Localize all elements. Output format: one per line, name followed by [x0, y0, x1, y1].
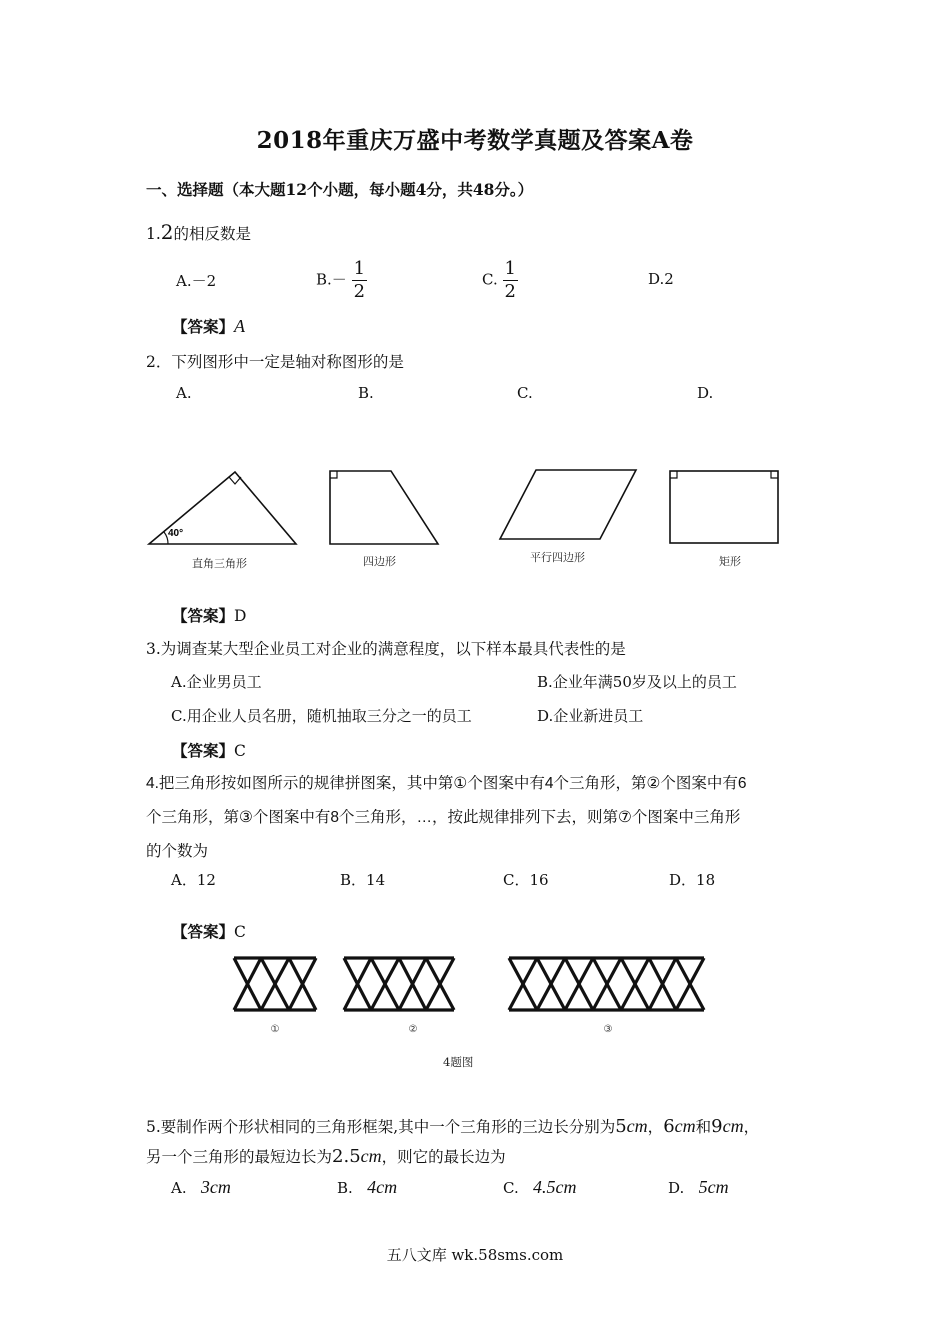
q1-option-b-label: B.－: [316, 270, 347, 289]
q3-option-b: B.企业年满50岁及以上的员工: [537, 673, 737, 691]
q4-triangle-pattern-figure: [225, 950, 725, 1050]
q2-answer: [172, 604, 246, 626]
q4-option-a: A．12: [171, 871, 216, 889]
caption-quadrilateral: 四边形: [363, 555, 396, 568]
q4-answer: [172, 920, 246, 942]
q1-stem-text: 的相反数是: [173, 225, 252, 243]
q1-stem-value: 2: [160, 220, 174, 244]
q5-stem-line-2: [146, 1145, 506, 1167]
q1-option-c: [482, 258, 518, 303]
q1-answer: [172, 315, 245, 337]
q5-option-d-value: 5: [698, 1177, 708, 1197]
q4-option-c: C．16: [503, 871, 549, 889]
angle-label: 40°: [168, 528, 184, 539]
q4-figure-caption: 4题图: [443, 1055, 474, 1069]
pattern-1-label: ①: [270, 1024, 280, 1035]
rectangle-shape: [670, 471, 778, 543]
q1-option-b-numerator: 1: [353, 258, 366, 279]
pattern-3-label: ③: [603, 1024, 613, 1035]
right-triangle-shape: [149, 472, 296, 544]
q5-text-b: 另一个三角形的最短边长为: [146, 1148, 333, 1166]
pattern-2-label: ②: [408, 1024, 418, 1035]
q5-option-b-label: B.: [337, 1179, 353, 1197]
q1-answer-label: 【答案】: [172, 317, 235, 336]
q2-option-c: C.: [517, 384, 533, 402]
q3-option-c: C.用企业人员名册，随机抽取三分之一的员工: [171, 707, 472, 725]
page-footer: 五八文库 wk.58sms.com: [386, 1246, 564, 1264]
q5-length-1: 5: [615, 1116, 627, 1137]
q1-number: 1.: [146, 225, 161, 243]
q3-answer-value: C: [234, 742, 246, 760]
q5-sep-2: 和: [695, 1118, 712, 1136]
q5-sep-1: ，: [647, 1118, 664, 1136]
pattern-2: [344, 958, 454, 1010]
q2-answer-label: 【答案】: [172, 606, 235, 625]
q5-text-c: ，则它的最长边为: [381, 1148, 506, 1166]
q5-sep-3: ，: [743, 1118, 760, 1136]
q4-option-b: B．14: [340, 871, 386, 889]
q5-length-2: 6: [663, 1116, 675, 1137]
q5-option-c-value: 4.5: [533, 1177, 556, 1197]
parallelogram-shape: [500, 470, 636, 539]
q4-stem-line-2: 个三角形，第③个图案中有8个三角形，…，按此规律排列下去，则第⑦个图案中三角形: [146, 809, 741, 826]
page-title: 2018年重庆万盛中考数学真题及答案A卷: [256, 127, 694, 154]
q4-answer-label: 【答案】: [172, 922, 235, 941]
q1-option-b-denominator: 2: [353, 281, 366, 302]
q5-option-a-label: A.: [171, 1179, 187, 1197]
q5-option-b-unit: cm: [376, 1177, 398, 1197]
q4-stem-line-1: 4.把三角形按如图所示的规律拼图案，其中第①个图案中有4个三角形，第②个图案中有6: [146, 775, 747, 792]
q1-option-b: [316, 258, 367, 303]
q5-option-d-unit: cm: [707, 1177, 729, 1197]
q5-length-3: 9: [711, 1116, 723, 1137]
q5-length-4: 2.5: [332, 1146, 361, 1167]
q5-option-a: [171, 1177, 231, 1198]
pattern-1: [234, 958, 316, 1010]
q5-option-c-label: C.: [503, 1179, 519, 1197]
q5-option-d-label: D.: [668, 1179, 685, 1197]
q1-option-a: A.－2: [176, 272, 217, 290]
q5-unit-4: cm: [360, 1146, 382, 1166]
q5-option-a-value: 3: [200, 1177, 210, 1197]
q1-option-c-fraction: [503, 258, 518, 303]
q5-option-c: [503, 1177, 577, 1198]
q2-stem: 2．下列图形中一定是轴对称图形的是: [146, 353, 404, 371]
q5-unit-3: cm: [722, 1116, 744, 1136]
q5-stem-line-1: [146, 1115, 759, 1137]
q3-answer-label: 【答案】: [172, 741, 235, 760]
quadrilateral-shape: [330, 471, 438, 544]
caption-rectangle: 矩形: [719, 555, 741, 568]
q2-option-b: B.: [358, 384, 374, 402]
q4-stem-line-3: 的个数为: [146, 843, 209, 860]
q1-answer-value: A: [234, 316, 246, 336]
q5-option-c-unit: cm: [555, 1177, 577, 1197]
q5-unit-1: cm: [626, 1116, 648, 1136]
q2-option-d: D.: [697, 384, 714, 402]
pattern-3: [509, 958, 704, 1010]
q1-option-c-denominator: 2: [504, 281, 516, 302]
q4-option-d: D．18: [669, 871, 716, 889]
q2-answer-value: D: [234, 607, 247, 625]
caption-parallelogram: 平行四边形: [530, 551, 585, 564]
q5-option-b-value: 4: [367, 1177, 377, 1197]
q3-answer: [172, 739, 246, 761]
q2-option-a: A.: [176, 384, 192, 402]
section-heading: 一、选择题（本大题12个小题，每小题4分，共48分。）: [146, 180, 534, 199]
q4-answer-value: C: [234, 923, 246, 941]
q5-unit-2: cm: [674, 1116, 696, 1136]
q1-stem: [146, 220, 251, 244]
q5-text-a: 5.要制作两个形状相同的三角形框架,其中一个三角形的三边长分别为: [146, 1118, 616, 1136]
caption-right-triangle: 直角三角形: [192, 557, 247, 570]
q1-option-c-label: C.: [482, 270, 498, 289]
q5-option-b: [337, 1177, 397, 1198]
q1-option-d: D.2: [648, 270, 674, 288]
q1-option-c-numerator: 1: [504, 258, 516, 279]
q3-stem: 3.为调查某大型企业员工对企业的满意程度，以下样本最具代表性的是: [146, 640, 626, 658]
q3-option-a: A.企业男员工: [171, 673, 262, 691]
q5-option-d: [668, 1177, 729, 1198]
q3-option-d: D.企业新进员工: [537, 707, 644, 725]
q5-option-a-unit: cm: [209, 1177, 231, 1197]
q1-option-b-fraction: [352, 258, 367, 303]
